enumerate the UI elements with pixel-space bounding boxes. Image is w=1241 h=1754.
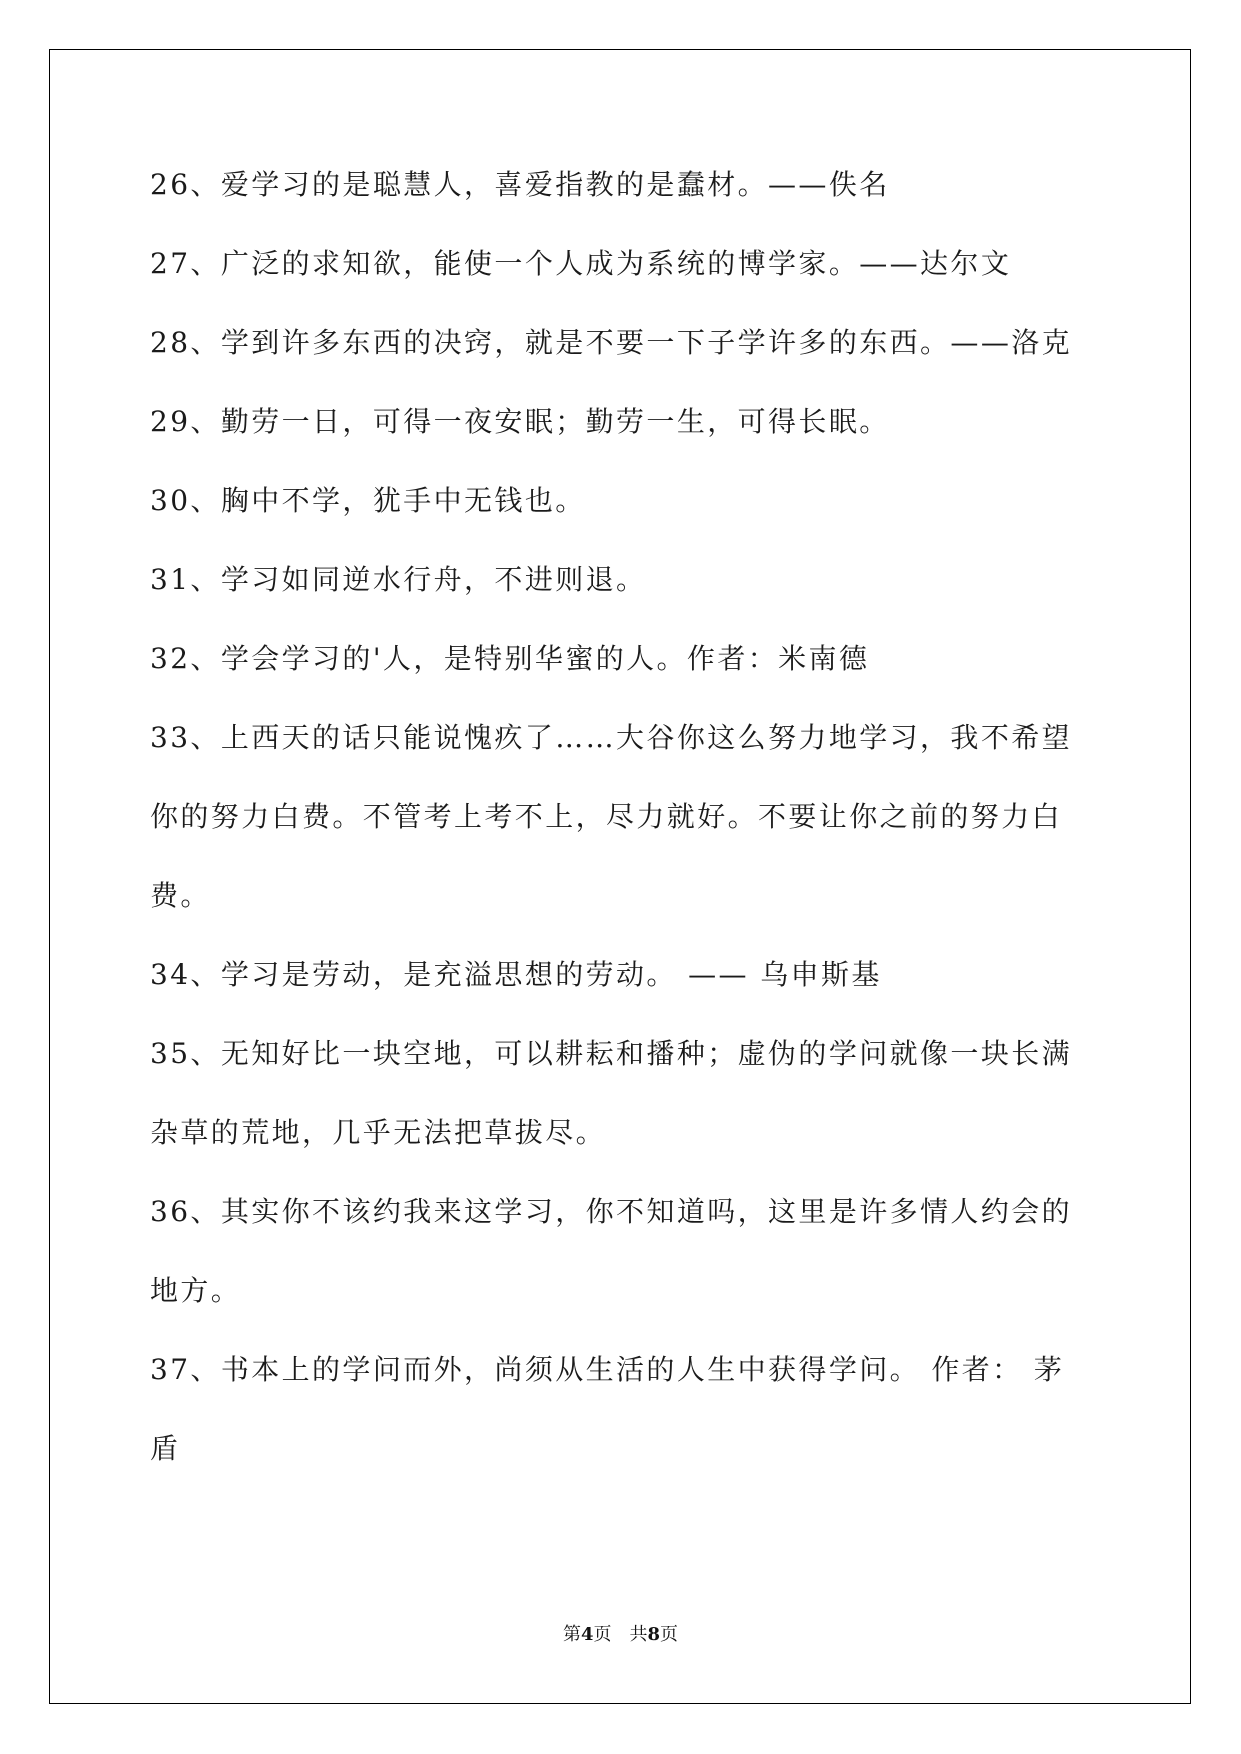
document-body: [150, 160, 1090, 1503]
text-line-36a: 36、其实你不该约我来这学习，你不知道吗，这里是许多情人约会的: [150, 1195, 1073, 1228]
text-line-28: 28、学到许多东西的决窍，就是不要一下子学许多的东西。——洛克: [150, 326, 1073, 359]
footer-mid: 页 共: [593, 1624, 648, 1645]
text-line-35a: 35、无知好比一块空地，可以耕耘和播种；虚伪的学问就像一块长满: [150, 1037, 1073, 1070]
text-line-37b: 盾: [150, 1432, 181, 1465]
text-line-37a: 37、书本上的学问而外，尚须从生活的人生中获得学问。 作者： 茅: [150, 1353, 1065, 1386]
text-line-31: 31、学习如同逆水行舟，不进则退。: [150, 563, 647, 596]
text-line-32: 32、学会学习的'人，是特别华蜜的人。作者：米南德: [150, 642, 870, 675]
text-line-26: 26、爱学习的是聪慧人，喜爱指教的是蠢材。——佚名: [150, 168, 890, 201]
text-line-36b: 地方。: [150, 1274, 242, 1307]
total-page-number: 8: [647, 1624, 661, 1645]
text-line-27: 27、广泛的求知欲，能使一个人成为系统的博学家。——达尔文: [150, 247, 1012, 280]
text-line-33b: 你的努力白费。不管考上考不上，尽力就好。不要让你之前的努力白: [150, 800, 1063, 833]
text-line-29: 29、勤劳一日，可得一夜安眠；勤劳一生，可得长眠。: [150, 405, 890, 438]
current-page-number: 4: [580, 1624, 594, 1645]
text-line-34: 34、学习是劳动，是充溢思想的劳动。 —— 乌申斯基: [150, 958, 882, 991]
text-line-30: 30、胸中不学，犹手中无钱也。: [150, 484, 586, 517]
text-line-33a: 33、上西天的话只能说愧疚了……大谷你这么努力地学习，我不希望: [150, 721, 1073, 754]
text-line-35b: 杂草的荒地，几乎无法把草拔尽。: [150, 1116, 607, 1149]
page-footer: [0, 1620, 1241, 1646]
text-line-33c: 费。: [150, 879, 211, 912]
footer-suffix: 页: [660, 1624, 679, 1645]
footer-prefix: 第: [562, 1624, 581, 1645]
